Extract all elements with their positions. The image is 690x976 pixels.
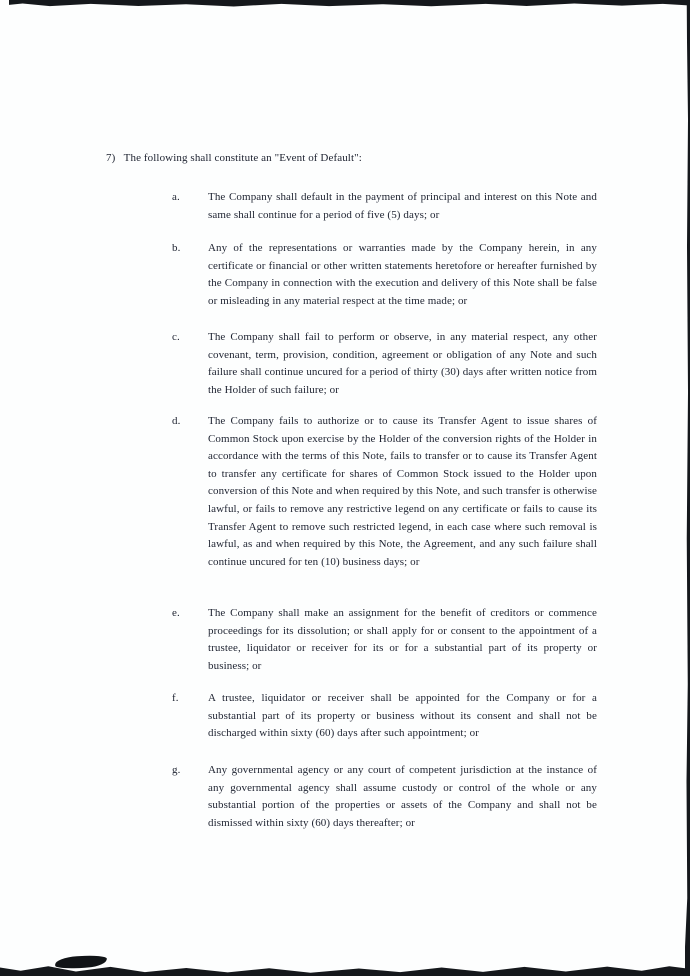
item-text: The Company shall fail to perform or observe, in any material respect, any other covenant, term, provision, condition, agreement or obligation of any Note and such failure shall continue uncured for a period of thirty (30) days after written notice from the Holder of such failure; or [208,331,597,396]
item-text: Any of the representations or warranties made by the Company herein, in any certificate or financial or other written statements heretofore or hereafter furnished by the Company in connection with the execution and delivery of this Note shall be false or misleading in any material respect at the time made; or [208,242,597,307]
clause-number: 7) [106,152,116,164]
list-item [172,605,597,675]
item-letter: c. [172,331,180,343]
item-letter: b. [172,242,181,254]
list-item [172,189,597,224]
item-text: A trustee, liquidator or receiver shall be appointed for the Company or for a substantial part of its property or business without its consent and shall not be discharged within sixty (60) days after such appointment; or [208,692,597,740]
list-item [172,329,597,399]
item-text: The Company shall make an assignment for the benefit of creditors or commence proceedings for its dissolution; or shall apply for or consent to the appointment of a trustee, liquidator or receiver for its or for a substantial part of its property or business; or [208,607,597,672]
item-text: The Company shall default in the payment of principal and interest on this Note and same shall continue for a period of five (5) days; or [208,191,597,221]
item-letter: d. [172,415,181,427]
item-letter: e. [172,607,180,619]
item-text: Any governmental agency or any court of competent jurisdiction at the instance of any governmental agency shall assume custody or control of the whole or any substantial portion of the properties or assets of the Company and shall not be dismissed within sixty (60) days thereafter; or [208,764,597,829]
clause-heading-text: The following shall constitute an "Event of Default": [123,152,362,164]
item-text: The Company fails to authorize or to cause its Transfer Agent to issue shares of Common Stock upon exercise by the Holder of the conversion rights of the Holder in accordance with the terms of this Note, fails to transfer or to cause its Transfer Agent to transfer any certificate for shares of Common Stock issued to the Holder upon conversion of this Note and when required by this Note, and such transfer is otherwise lawful, or fails to remove any restrictive legend on any certificate or fails to cause its Transfer Agent to remove such restricted legend, in each case where such removal is lawful, as and when required by this Note, the Agreement, and any such failure shall continue uncured for ten (10) business days; or [208,415,597,568]
clause-7-heading [106,150,606,168]
list-item [172,690,597,743]
item-letter: f. [172,692,179,704]
list-item [172,762,597,832]
list-item [172,240,597,310]
item-letter: a. [172,191,180,203]
item-letter: g. [172,764,181,776]
list-item [172,413,597,571]
